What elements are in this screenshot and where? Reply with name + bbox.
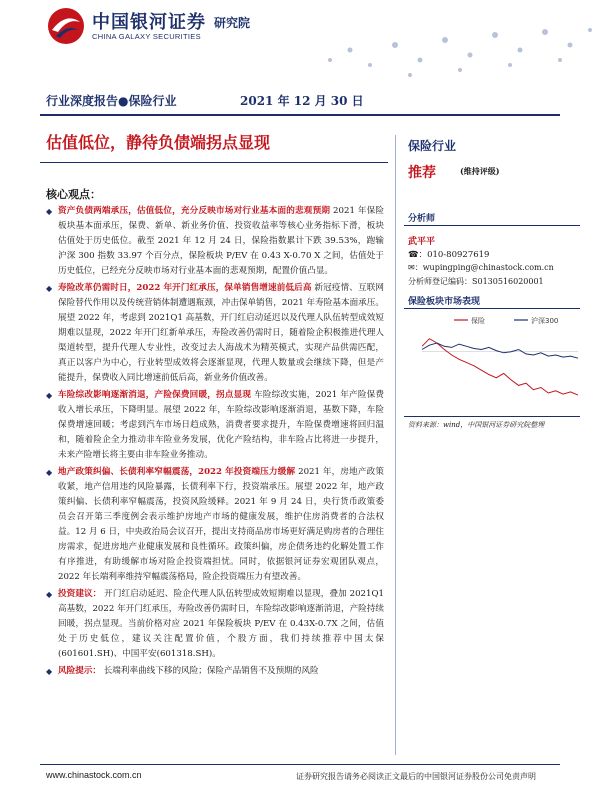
- market-performance-chart: [404, 312, 584, 412]
- paragraph: [46, 388, 384, 463]
- chart-source: 资料来源：wind，中国银河证券研究院整理: [408, 421, 545, 429]
- chart-series-line: [422, 339, 578, 395]
- institute-label: 研究院: [214, 16, 251, 30]
- report-type: 行业深度报告●保险行业: [46, 94, 177, 108]
- chart-heading: 保险板块市场表现: [408, 297, 481, 307]
- paragraph: [46, 281, 384, 386]
- industry-name: 保险行业: [408, 139, 457, 153]
- footer-disclaimer: 证券研究报告请务必阅读正文最后的中国银河证券股份公司免责声明: [296, 772, 536, 781]
- column-divider: [395, 135, 396, 755]
- paragraph-text: 2021 年保险板块基本面承压，保费、新单、新业务价值、投资收益率等核心业务指标下滑，板块估值处于历史低位。截至 2021 年 12 月 24 日，保险指数累计下跌 39.53%，跑输沪深 300 指数 33.97 个百分点，保险板块 P/EV 在 0.43 X-0.70 X 之间，估值处于历史低位，已经充分反映市场对行业基本面的悲观预期，配置价值凸显。: [58, 206, 384, 276]
- brand-name-en: CHINA GALAXY SECURITIES: [92, 32, 201, 41]
- chart-divider: [404, 308, 580, 309]
- core-points-body: [46, 204, 384, 681]
- footer-divider: [40, 764, 560, 765]
- analyst-heading: 分析师: [408, 214, 436, 224]
- galaxy-logo-icon: [46, 6, 86, 46]
- paragraph-lead: 投资建议：: [58, 589, 102, 599]
- rating-note: (维持评级): [460, 166, 500, 176]
- bullet-icon: ◆: [46, 590, 53, 599]
- chart-bottom-divider: [404, 416, 580, 417]
- paragraph: [46, 204, 384, 279]
- title-divider: [40, 162, 388, 163]
- chart-legend-label: 保险: [471, 317, 485, 325]
- bullet-icon: ◆: [46, 284, 53, 293]
- footer-url[interactable]: www.chinastock.com.cn: [46, 770, 142, 780]
- bullet-icon: ◆: [46, 667, 53, 676]
- page-title: 估值低位，静待负债端拐点显现: [46, 133, 271, 152]
- paragraph-lead: 资产负债两端承压，估值低位，充分反映市场对行业基本面的悲观预期: [58, 206, 331, 216]
- analyst-cert-number: 分析师登记编码：S0130516020001: [408, 277, 544, 286]
- paragraph-text: 长端利率曲线下移的风险；保险产品销售不及预期的风险: [100, 666, 319, 676]
- header-divider: [40, 114, 560, 116]
- bullet-icon: ◆: [46, 391, 53, 400]
- rating: 推荐: [408, 165, 436, 181]
- core-points-heading: 核心观点：: [46, 188, 101, 201]
- paragraph: [46, 465, 384, 585]
- paragraph-lead: 风险提示：: [58, 666, 101, 676]
- brand-name: 中国银河证券: [92, 12, 206, 33]
- header-wave-pattern: [300, 20, 600, 100]
- paragraph-text: 新冠疫情、互联网保险替代作用以及传统营销体制遭遇瓶颈，冲击保单销售，2021 年寿险基本面承压。展望 2022 年，考虑到 2021Q1 高基数，开门红启动延迟以及代理人队伍转型成效短期难以显现，2022 年开门红新单承压，寿险改善仍需时日，随着险企积极推进代理人渠道转型，提升代理人专业性，改变过去人海战术为精英模式，实现产品供需匹配，真正以客户为中心，行业转型成效将会逐渐显现，代理人数量或会继续下降，但是产能提升，保费收入同比增速前低后高，新业务价值改善。: [58, 283, 384, 383]
- paragraph-text: 2021 年，房地产政策收紧，地产信用违约风险暴露，长债利率下行，投资端承压。展望 2022 年，地产政策纠偏、长债利率窄幅震荡，投资风险缓释。2021 年 9 月 24 日，央行货币政策委员会召开第三季度例会表示维护房地产市场的健康发展，维护住房消费者的合法权益。12 月 6 日，中央政治局会议召开，提出支持商品房市场更好满足购房者的合理住房需求，促进房地产业健康发展和良性循环。政策纠偏，房企债务违约化解处置工作有序推进，有助缓解市场对险企投资端担忧。同时，依据银河证券宏观团队观点，2022 年长端利率维持窄幅震荡格局，险企投资端压力有望改善。: [58, 467, 384, 582]
- paragraph: [46, 664, 384, 679]
- analyst-divider: [404, 225, 580, 226]
- analyst-phone: ☎：010-80927619: [408, 250, 490, 260]
- bullet-icon: ◆: [46, 207, 53, 216]
- analyst-email[interactable]: ✉：wupingping@chinastock.com.cn: [408, 263, 554, 272]
- paragraph-lead: 地产政策纠偏、长债利率窄幅震荡，2022 年投资端压力缓解: [58, 467, 296, 477]
- paragraph-text: 开门红启动延迟、险企代理人队伍转型成效短期难以显现，叠加 2021Q1 高基数，2022 年开门红承压，寿险改善仍需时日，车险综改影响逐渐消退，产险持续回暖，拐点显现。当前价格对应 2021 年保险板块 P/EV 在 0.43X-0.7X 之间，估值处于历史低位，建议关注配置价值，个股方面，我们持续推荐中国太保(601601.SH)、中国平安(601318.SH)。: [58, 589, 384, 659]
- paragraph-text: 车险综改实施，2021 年产险保费收入增长承压，下降明显。展望 2022 年，车险综改影响逐渐消退，基数下降，车险保费增速回暖；考虑到汽车市场日趋成熟，消费者要求提升，车险保费增速将回归温和，随着险企全力推动非车险业务发展，优化产险结构，非车险占比将进一步提升，未来产险增长将主要由非车险业务推动。: [58, 390, 384, 460]
- paragraph-lead: 寿险改革仍需时日，2022 年开门红承压，保单销售增速前低后高: [58, 283, 312, 293]
- paragraph-lead: 车险综改影响逐渐消退，产险保费回暖，拐点显现: [58, 390, 252, 400]
- report-date: 2021 年 12 月 30 日: [240, 94, 364, 108]
- chart-legend-label: 沪深300: [531, 317, 559, 325]
- bullet-icon: ◆: [46, 468, 53, 477]
- analyst-name: 武平平: [408, 237, 436, 247]
- paragraph: [46, 587, 384, 662]
